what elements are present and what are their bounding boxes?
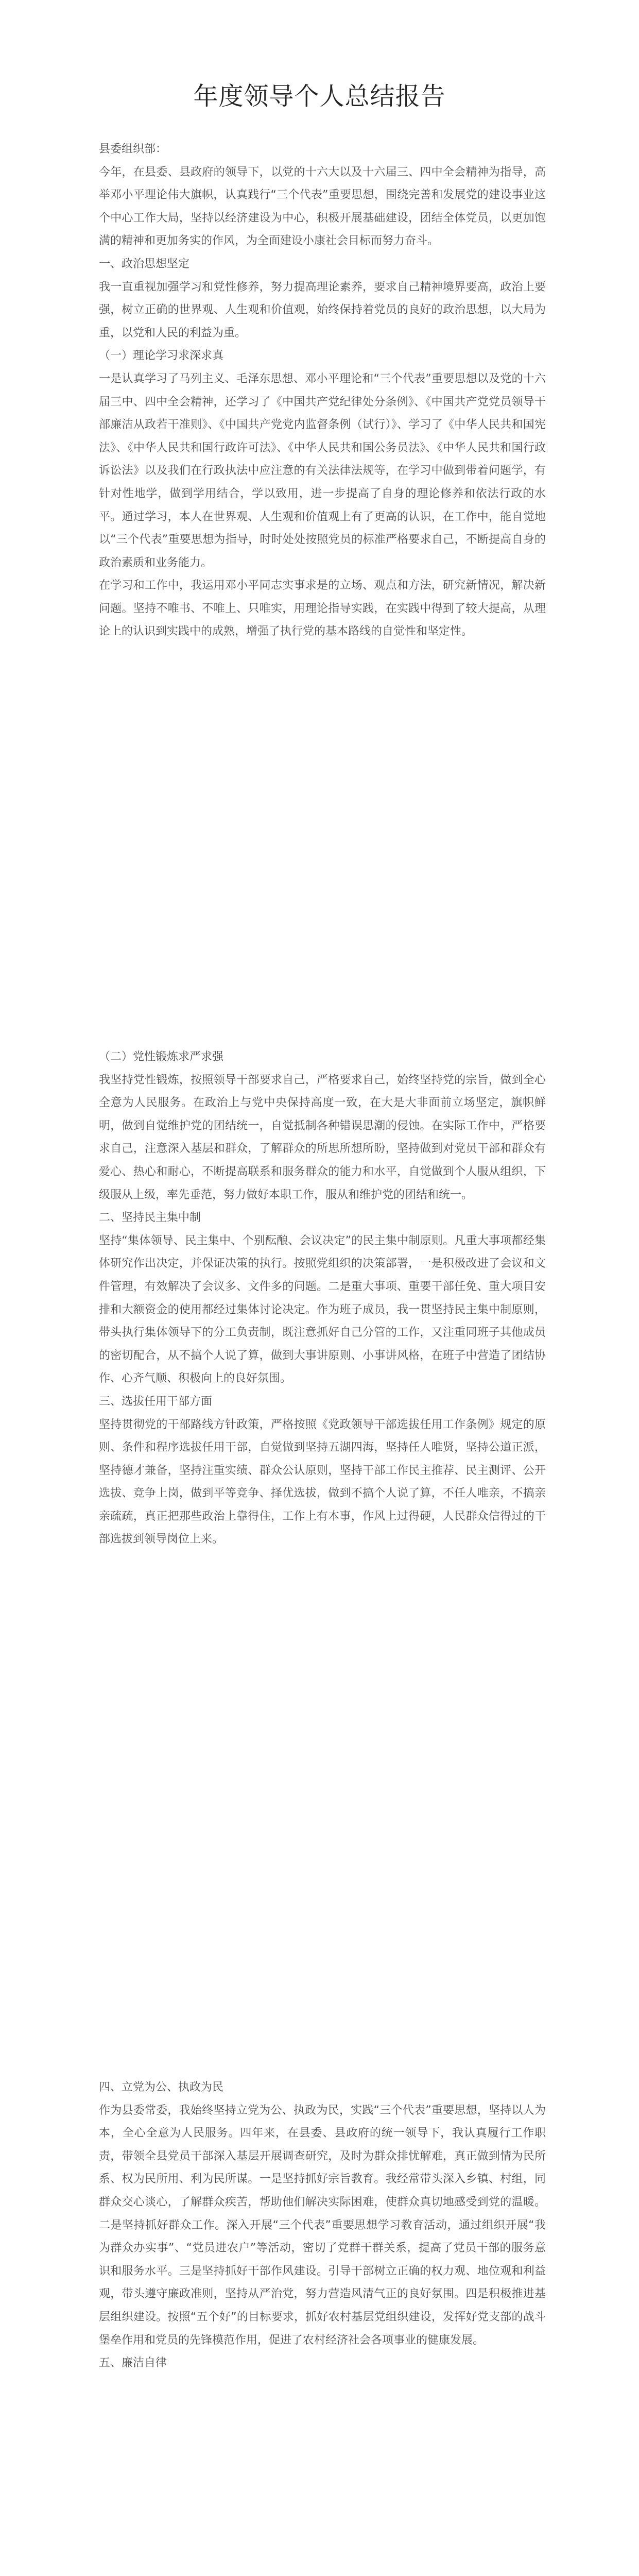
section-heading: 三、选拔任用干部方面 (99, 1395, 213, 1408)
paragraph: 在学习和工作中，我运用邓小平同志实事求是的立场、观点和方法，研究新情况，解决新问题。坚持不唯书、不唯上、只唯实，用理论指导实践，在实践中得到了较大提高，从理论上的认识到实践中的成熟，增强了执行党的基本路线的自觉性和坚定性。 (99, 579, 546, 638)
paragraph: 我一直重视加强学习和党性修养，努力提高理论素养，要求自己精神境界要高，政治上要强，树立正确的世界观、人生观和价值观，始终保持着党员的良好的政治思想，以大局为重，以党和人民的利益为重。 (99, 280, 546, 340)
paragraph: 我坚持党性锻炼，按照领导干部要求自己，严格要求自己，始终坚持党的宗旨，做到全心全意为人民服务。在政治上与党中央保持高度一致，在大是大非面前立场坚定，旗帜鲜明，做到自觉维护党的团结统一，自觉抵制各种错误思潮的侵蚀。在实际工作中，严格要求自己，注意深入基层和群众，了解群众的所思所想所盼，坚持做到对党员干部和群众有爱心、热心和耐心，不断提高联系和服务群众的能力和水平，自觉做到个人服从组织，下级服从上级，率先垂范，努力做好本职工作，服从和维护党的团结和统一。 (99, 1073, 546, 1201)
section-heading: 二、坚持民主集中制 (99, 1211, 201, 1225)
page-title: 年度领导个人总结报告 (193, 82, 446, 111)
section-heading: 五、廉洁自律 (99, 2357, 167, 2370)
paragraph: 一是认真学习了马列主义、毛泽东思想、邓小平理论和“三个代表”重要思想以及党的十六届三中、四中全会精神，还学习了《中国共产党纪律处分条例》、《中国共产党党员领导干部廉洁从政若干准则》、《中国共产党党内监督条例（试行）》、学习了《中华人民共和国宪法》、《中华人民共和国行政许可法》、《中华人民共和国公务员法》、《中华人民共和国行政诉讼法》以及我们在行政执法中应注意的有关法律法规等，在学习中做到带着问题学，有针对性地学，做到学用结合，学以致用，进一步提高了自身的理论修养和依法行政的水平。通过学习，本人在世界观、人生观和价值观上有了更高的认识，在工作中，能自觉地以“三个代表”重要思想为指导，时时处处按照党员的标准严格要求自己，不断提高自身的政治素质和业务能力。 (99, 372, 546, 569)
salutation: 县委组织部： (99, 143, 167, 156)
section-block-2 (99, 1046, 546, 1932)
paragraph: 坚持贯彻党的干部路线方针政策，严格按照《党政领导干部选拔任用工作条例》规定的原则、条件和程序选拔任用干部，自觉做到坚持五湖四海，坚持任人唯贤，坚持公道正派，坚持德才兼备，坚持注重实绩、群众公认原则，坚持干部工作民主推荐、民主测评、公开选拔、竞争上岗，做到平等竞争、择优选拔，做到不搞个人说了算，不任人唯亲，不搞亲亲疏疏，真正把那些政治上靠得住，工作上有本事，作风上过得硬，人民群众信得过的干部选拔到领导岗位上来。 (99, 1418, 546, 1546)
subsection-heading: （一）理论学习求深求真 (99, 349, 224, 363)
section-heading: 四、立党为公、执政为民 (99, 2081, 224, 2094)
section-block-3 (99, 2076, 546, 2576)
subsection-heading: （二）党性锻炼求严求强 (99, 1050, 224, 1063)
section-heading: 一、政治思想坚定 (99, 257, 190, 270)
paragraph: 作为县委常委，我始终坚持立党为公、执政为民，实践“三个代表”重要思想，坚持以人为本，全心全意为人民服务。四年来，在县委、县政府的统一领导下，我认真履行工作职责，带领全县党员干部深入基层开展调查研究，及时为群众排忧解难，真正做到情为民所系、权为民所用、利为民所谋。一是坚持抓好宗旨教育。我经常带头深入乡镇、村组，同群众交心谈心，了解群众疾苦，帮助他们解决实际困难，使群众真切地感受到党的温暖。二是坚持抓好群众工作。深入开展“三个代表”重要思想学习教育活动，通过组织开展“我为群众办实事”、“党员进农户”等活动，密切了党群干群关系，提高了党员干部的服务意识和服务水平。三是坚持抓好干部作风建设。引导干部树立正确的权力观、地位观和利益观，带头遵守廉政准则，坚持从严治党，努力营造风清气正的良好氛围。四是积极推进基层组织建设。按照“五个好”的目标要求，抓好农村基层党组织建设，发挥好党支部的战斗堡垒作用和党员的先锋模范作用，促进了农村经济社会各项事业的健康发展。 (99, 2104, 546, 2347)
paragraph: 今年，在县委、县政府的领导下，以党的十六大以及十六届三、四中全会精神为指导，高举邓小平理论伟大旗帜，认真践行“三个代表”重要思想，围绕完善和发展党的建设事业这个中心工作大局，坚持以经济建设为中心，积极开展基础建设，团结全体党员，以更加饱满的精神和更加务实的作风，为全面建设小康社会目标而努力奋斗。 (99, 165, 546, 248)
section-block-1 (99, 138, 546, 942)
paragraph: 坚持“集体领导、民主集中、个别酝酿、会议决定”的民主集中制原则。凡重大事项都经集体研究作出决定，并保证决策的执行。按照党组织的决策部署，一是积极改进了会议和文件管理，有效解决了会议多、文件多的问题。二是重大事项、重要干部任免、重大项目安排和大额资金的使用都经过集体讨论决定。作为班子成员，我一贯坚持民主集中制原则，带头执行集体领导下的分工负责制，既注意抓好自己分管的工作，又注重同班子其他成员的密切配合，从不搞个人说了算，做到大事讲原则、小事讲风格，在班子中营造了团结协作、心齐气顺、积极向上的良好氛围。 (99, 1234, 546, 1385)
